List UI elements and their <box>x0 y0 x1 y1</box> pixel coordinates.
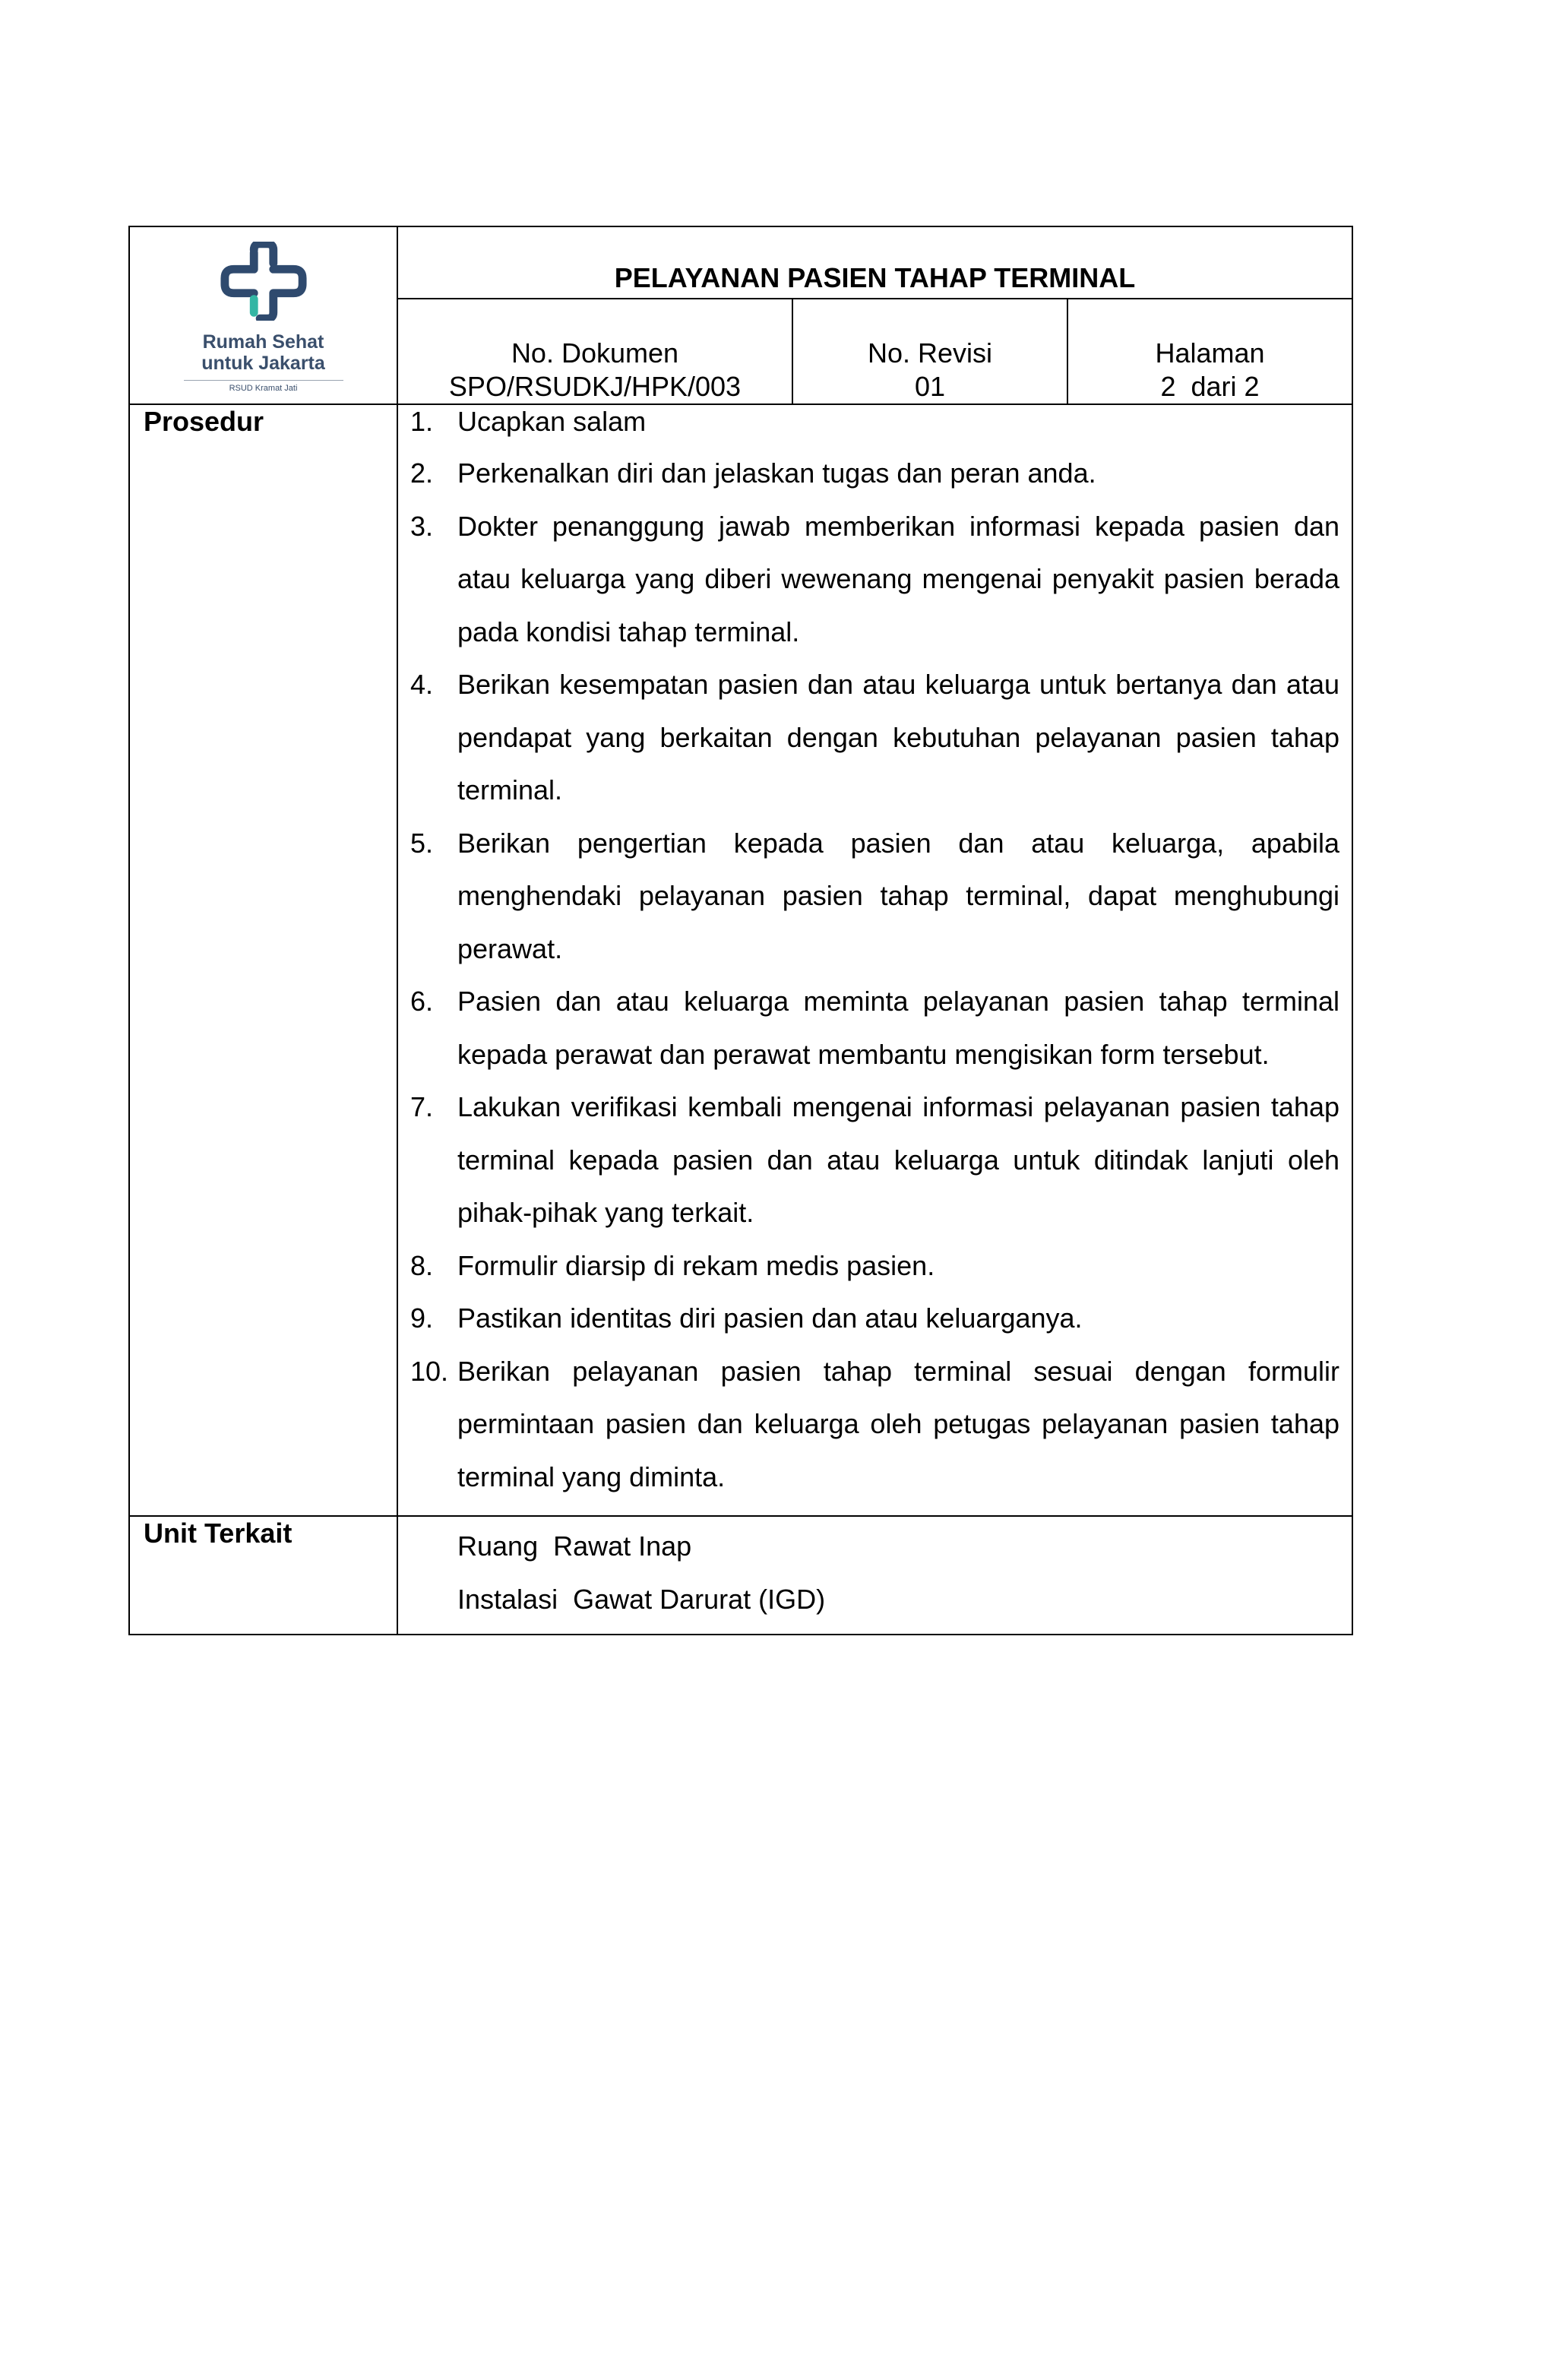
procedure-content-cell <box>397 404 1352 1516</box>
logo-subtitle: RSUD Kramat Jati <box>229 384 298 393</box>
procedure-step-number: 2. <box>410 457 434 489</box>
document-title: PELAYANAN PASIEN TAHAP TERMINAL <box>614 262 1136 293</box>
title-cell <box>397 226 1352 299</box>
sop-document-table <box>128 226 1353 1635</box>
document-number-cell <box>397 299 792 404</box>
procedure-step-text: Perkenalkan diri dan jelaskan tugas dan peran anda. <box>457 457 1096 489</box>
procedure-step-number: 6. <box>410 986 434 1017</box>
revision-cell <box>792 299 1067 404</box>
procedure-step-text: Lakukan verifikasi kembali mengenai informasi pelayanan pasien tahap terminal kepada pasien dan atau keluarga untuk ditindak lanjuti oleh pihak-pihak yang terkait. <box>457 1091 1340 1228</box>
document-number-value: SPO/RSUDKJ/HPK/003 <box>448 371 742 402</box>
procedure-step <box>398 1081 1339 1239</box>
revision-label: No. Revisi <box>867 337 993 369</box>
procedure-step-number: 3. <box>410 510 434 542</box>
page-cell <box>1067 299 1352 404</box>
procedure-step <box>398 658 1339 817</box>
procedure-step <box>398 500 1339 659</box>
revision-value: 01 <box>914 371 946 402</box>
procedure-step <box>398 1292 1339 1345</box>
logo-name-line2: untuk Jakarta <box>201 353 325 374</box>
related-units-label: Unit Terkait <box>144 1518 293 1549</box>
procedure-step-text: Formulir diarsip di rekam medis pasien. <box>457 1249 935 1281</box>
procedure-step-text: Berikan pengertian kepada pasien dan atau keluarga, apabila menghendaki pelayanan pasien tahap terminal, dapat menghubungi perawat. <box>457 827 1340 964</box>
related-units-list <box>398 1517 1352 1634</box>
related-unit-item: Instalasi Gawat Darurat (IGD) <box>457 1584 826 1615</box>
procedure-step <box>398 1239 1339 1293</box>
procedure-step-number: 1. <box>410 406 434 437</box>
procedure-label-cell <box>129 404 397 1516</box>
page-value: 2 dari 2 <box>1160 371 1260 402</box>
page-label: Halaman <box>1155 337 1265 369</box>
logo-name-line1: Rumah Sehat <box>202 331 324 353</box>
procedure-step <box>398 1345 1339 1504</box>
procedure-step <box>398 817 1339 976</box>
procedure-step-text: Berikan kesempatan pasien dan atau keluarga untuk bertanya dan atau pendapat yang berkaitan dengan kebutuhan pelayanan pasien tahap terminal. <box>457 669 1340 805</box>
medical-cross-logo-icon <box>219 242 308 321</box>
related-unit-item: Ruang Rawat Inap <box>457 1530 692 1562</box>
document-number-label: No. Dokumen <box>511 337 679 369</box>
procedure-step-number: 7. <box>410 1091 434 1122</box>
procedure-label: Prosedur <box>144 406 264 437</box>
procedure-step-text: Ucapkan salam <box>457 406 647 437</box>
hospital-logo <box>130 227 397 404</box>
procedure-step <box>398 405 1339 438</box>
related-units-label-cell <box>129 1516 397 1635</box>
procedure-step <box>398 447 1339 500</box>
procedure-step <box>398 975 1339 1081</box>
procedure-step-number: 8. <box>410 1249 434 1281</box>
procedure-step-text: Berikan pelayanan pasien tahap terminal sesuai dengan formulir permintaan pasien dan keluarga oleh petugas pelayanan pasien tahap terminal yang diminta. <box>457 1355 1340 1492</box>
procedure-step-number: 9. <box>410 1302 434 1334</box>
procedure-step-number: 5. <box>410 827 434 859</box>
procedure-step-number: 4. <box>410 669 434 700</box>
logo-cell <box>129 226 397 404</box>
procedure-step-text: Pasien dan atau keluarga meminta pelayanan pasien tahap terminal kepada perawat dan perawat membantu mengisikan form tersebut. <box>457 986 1340 1070</box>
related-units-content-cell <box>397 1516 1352 1635</box>
logo-divider <box>184 380 343 381</box>
procedure-step-text: Dokter penanggung jawab memberikan informasi kepada pasien dan atau keluarga yang diberi wewenang mengenai penyakit pasien berada pada kondisi tahap terminal. <box>457 510 1340 647</box>
procedure-step-number: 10. <box>410 1355 449 1387</box>
procedure-step-text: Pastikan identitas diri pasien dan atau keluarganya. <box>457 1302 1083 1334</box>
procedure-steps-list <box>398 405 1352 1515</box>
